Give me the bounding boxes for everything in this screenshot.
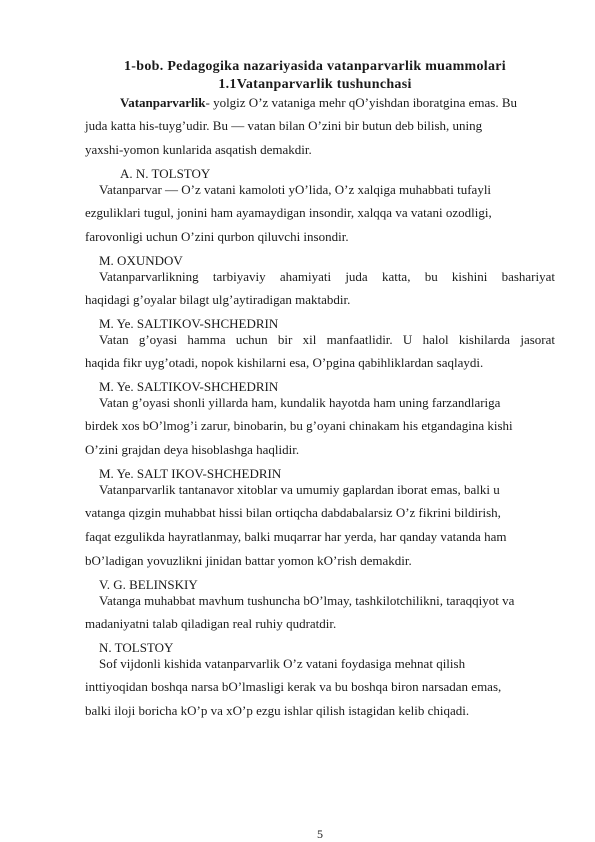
- page-number: 5: [317, 827, 323, 841]
- quote-line: balki iloji boricha kO’p va xO’p ezgu ishlar qilish istagidan kelib chiqadi.: [85, 703, 470, 718]
- quote-author: M. OXUNDOV: [99, 253, 183, 268]
- quote-line: Vatanparvarlikning tarbiyaviy ahamiyati juda katta, bu kishini bashariyat: [99, 269, 555, 284]
- quote-line: O’zini grajdan deya hisoblashga haqlidir.: [85, 442, 300, 457]
- quote-line: ezguliklari tugul, jonini ham ayamaydigan insondir, xalqqa va vatani ozodligi,: [85, 205, 492, 220]
- quote-line: Vatan g’oyasi hamma uchun bir xil manfaatlidir. U halol kishilarda jasorat: [99, 332, 555, 347]
- quote-line: haqidagi g’oyalar bilagt ulg’aytiradigan maktabdir.: [85, 292, 351, 307]
- quote-line: farovonligi uchun O’zini qurbon qiluvchi insondir.: [85, 229, 349, 244]
- intro-line-3: yaxshi-yomon kunlarida asqatish demakdir.: [85, 142, 312, 157]
- chapter-title: 1-bob. Pedagogika nazariyasida vatanparvarlik muammolari: [124, 59, 506, 74]
- quote-line: faqat ezgulikda hayratlanmay, balki muqarrar har yerda, har qanday vatanda ham: [85, 529, 507, 544]
- section-title: 1.1Vatanparvarlik tushunchasi: [218, 77, 412, 92]
- intro-line-2: juda katta his-tuyg’udir. Bu — vatan bilan O’zini bir butun deb bilish, uning: [85, 118, 483, 133]
- quote-line: Vatanparvarlik tantanavor xitoblar va umumiy gaplardan iborat emas, balki u: [99, 482, 500, 497]
- intro-line-1-rest: - yolgiz O’z vataniga mehr qO’yishdan iboratgina emas. Bu: [205, 95, 518, 110]
- quote-line: Vatanga muhabbat mavhum tushuncha bO’lmay, tashkilotchilikni, taraqqiyot va: [99, 593, 515, 608]
- quote-line: madaniyatni talab qiladigan real ruhiy qudratdir.: [85, 616, 337, 631]
- quote-line: inttiyoqidan boshqa narsa bO’lmasligi kerak va bu boshqa biron narsadan emas,: [85, 679, 502, 694]
- quote-line: birdek xos bO’lmog’i zarur, binobarin, bu g’oyani chinakam his etgandagina kishi: [85, 418, 513, 433]
- quote-author: M. Ye. SALT IKOV-SHCHEDRIN: [99, 466, 282, 481]
- quote-author: M. Ye. SALTIKOV-SHCHEDRIN: [99, 316, 279, 331]
- quote-line: Vatan g’oyasi shonli yillarda ham, kundalik hayotda ham uning farzandlariga: [99, 395, 501, 410]
- quote-line: haqida fikr uyg’otadi, nopok kishilarni esa, O’pgina qabihliklardan saqlaydi.: [85, 355, 484, 370]
- quote-line: bO’ladigan yovuzlikni jinidan battar yomon kO’rish demakdir.: [85, 553, 412, 568]
- quote-author: N. TOLSTOY: [99, 640, 174, 655]
- quote-author: M. Ye. SALTIKOV-SHCHEDRIN: [99, 379, 279, 394]
- intro-line-1: [120, 95, 590, 111]
- quote-line: Vatanparvar — O’z vatani kamoloti yO’lida, O’z xalqiga muhabbati tufayli: [99, 182, 492, 197]
- quote-line: Sof vijdonli kishida vatanparvarlik O’z vatani foydasiga mehnat qilish: [99, 656, 466, 671]
- intro-term: Vatanparvarlik: [120, 95, 206, 110]
- quote-author: V. G. BELINSKIY: [99, 577, 198, 592]
- quote-line: vatanga qizgin muhabbat hissi bilan ortiqcha dabdabalarsiz O’z fikrini bildirish,: [85, 505, 501, 520]
- quote-author: A. N. TOLSTOY: [120, 166, 211, 181]
